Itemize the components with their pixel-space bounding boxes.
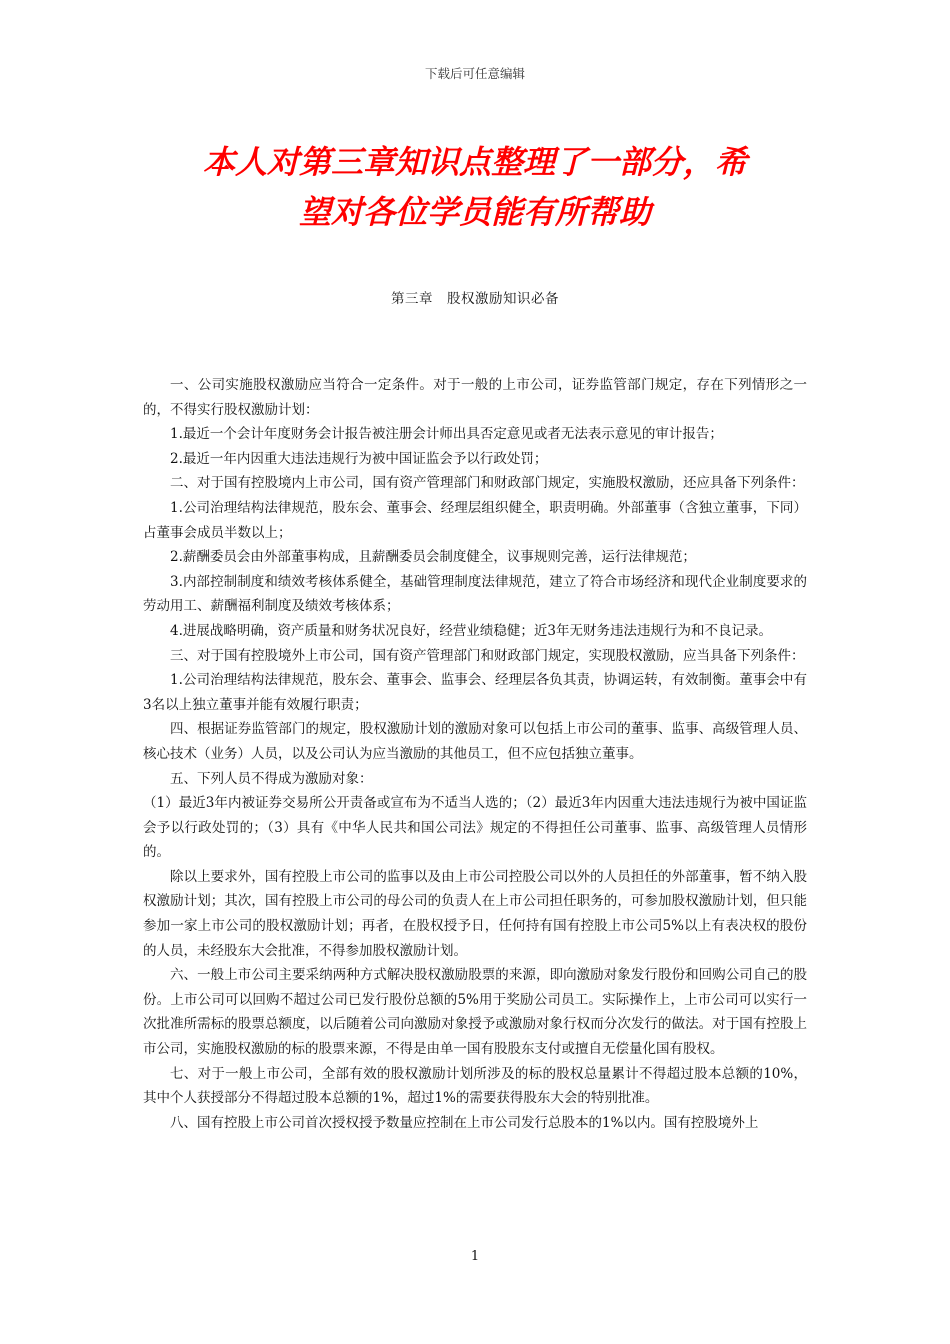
paragraph: 2.薪酬委员会由外部董事构成，且薪酬委员会制度健全，议事规则完善，运行法律规范； bbox=[170, 549, 696, 566]
paragraph: 1.公司治理结构法律规范，股东会、董事会、监事会、经理层各负其责，协调运转，有效制衡。董事会中有3名以上独立董事并能有效履行职责； bbox=[143, 672, 807, 713]
paragraph: 3.内部控制制度和绩效考核体系健全，基础管理制度法律规范，建立了符合市场经济和现代企业制度要求的劳动用工、薪酬福利制度及绩效考核体系； bbox=[143, 573, 807, 615]
paragraph: 三、对于国有控股境外上市公司，国有资产管理部门和财政部门规定，实现股权激励，应当具备下列条件： bbox=[170, 647, 805, 664]
paragraph: 1.最近一个会计年度财务会计报告被注册会计师出具否定意见或者无法表示意见的审计报告； bbox=[170, 426, 723, 443]
paragraph: 4.进展战略明确，资产质量和财务状况良好，经营业绩稳健；近3年无财务违法违规行为和不良记录。 bbox=[170, 622, 772, 639]
paragraph: 四、根据证券监管部门的规定，股权激励计划的激励对象可以包括上市公司的董事、监事、高级管理人员、核心技术（业务）人员，以及公司认为应当激励的其他员工，但不应包括独立董事。 bbox=[143, 721, 807, 762]
chapter-title: 第三章 股权激励知识必备 bbox=[391, 291, 559, 307]
paragraph: 五、下列人员不得成为激励对象： bbox=[170, 770, 373, 787]
paragraph: 一、公司实施股权激励应当符合一定条件。对于一般的上市公司，证券监管部门规定，存在下列情形之一的，不得实行股权激励计划： bbox=[143, 377, 807, 418]
paragraph: 除以上要求外，国有控股上市公司的监事以及由上市公司控股公司以外的人员担任的外部董事，暂不纳入股权激励计划；其次，国有控股上市公司的母公司的负责人在上市公司担任职务的，可参加股权激励计划，但只能参加一家上市公司的股权激励计划；再者，在股权授予日，任何持有国有控股上市公司5%以上有表决权的股份的人员，未经股东大会批准，不得参加股权激励计划。 bbox=[143, 868, 807, 959]
paragraph: 六、一般上市公司主要采纳两种方式解决股权激励股票的来源，即向激励对象发行股份和回购公司自己的股份。上市公司可以回购不超过公司已发行股份总额的5%用于奖励公司员工。实际操作上，上市公司可以实行一次批准所需标的股票总额度，以后随着公司向激励对象授予或激励对象行权而分次发行的做法。对于国有控股上市公司，实施股权激励的标的股票来源，不得是由单一国有股股东支付或擅自无偿量化国有股权。 bbox=[143, 967, 807, 1058]
paragraph: 2.最近一年内因重大违法违规行为被中国证监会予以行政处罚； bbox=[170, 450, 548, 467]
paragraph: （1）最近3年内被证券交易所公开责备或宣布为不适当人选的；（2）最近3年内因重大违法违规行为被中国证监会予以行政处罚的；（3）具有《中华人民共和国公司法》规定的不得担任公司董事、监事、高级管理人员情形的。 bbox=[143, 795, 807, 861]
document-title bbox=[100, 137, 850, 237]
paragraph: 二、对于国有控股境内上市公司，国有资产管理部门和财政部门规定，实施股权激励，还应具备下列条件： bbox=[170, 475, 805, 492]
header-note: 下载后可任意编辑 bbox=[424, 66, 525, 81]
page-number: 1 bbox=[470, 1249, 480, 1264]
title-line-1: 本人对第三章知识点整理了一部分，希 bbox=[202, 143, 747, 181]
title-line-2: 望对各位学员能有所帮助 bbox=[298, 193, 651, 231]
paragraph: 八、国有控股上市公司首次授权授予数量应控制在上市公司发行总股本的1%以内。国有控股境外上 bbox=[170, 1114, 759, 1131]
paragraph: 1.公司治理结构法律规范，股东会、董事会、经理层组织健全，职责明确。外部董事（含独立董事，下同）占董事会成员半数以上； bbox=[143, 499, 807, 541]
paragraph: 七、对于一般上市公司，全部有效的股权激励计划所涉及的标的股权总量累计不得超过股本总额的10%，其中个人获授部分不得超过股本总额的1%，超过1%的需要获得股东大会的特别批准。 bbox=[143, 1065, 807, 1107]
body-text bbox=[143, 373, 807, 1135]
